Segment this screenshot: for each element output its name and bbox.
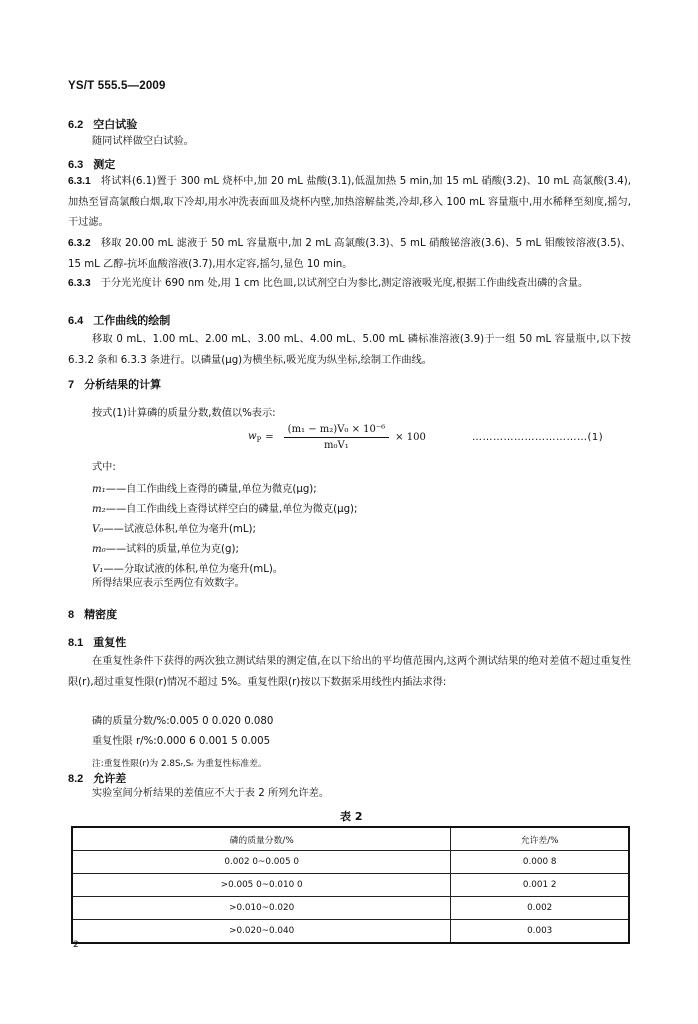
table-cell: 0.002 bbox=[451, 897, 629, 920]
table-cell: 0.000 8 bbox=[451, 851, 629, 874]
table-header-cell: 允许差/% bbox=[451, 827, 629, 851]
section-6-3-heading: 6.3 测定 bbox=[68, 158, 116, 171]
repeatability-limit-row: 重复性限 r/%:0.000 6 0.001 5 0.005 bbox=[92, 736, 271, 747]
table-cell: 0.003 bbox=[451, 920, 629, 944]
repeatability-fraction-row: 磷的质量分数/%:0.005 0 0.020 0.080 bbox=[92, 716, 274, 727]
section-8-1-body: 在重复性条件下获得的两次独立测试结果的测定值,在以下给出的平均值范围内,这两个测试结果的绝对差值不超过重复性限(r),超过重复性限(r)情况不超过 5%。重复性限(r)按以下数据采用线性内插法求得: bbox=[68, 656, 631, 688]
table-row bbox=[72, 851, 629, 874]
variable-m1: m₁——自工作曲线上查得的磷量,单位为微克(μg); bbox=[92, 484, 317, 495]
formula-1: $w_P$ = $\frac{\text{(m₁ − m₂)V₀ × 10⁻⁶}}{\text{m₀V₁}}$ × 100 bbox=[248, 424, 426, 451]
section-8-2-body: 实验室间分析结果的差值应不大于表 2 所列允许差。 bbox=[92, 788, 330, 799]
section-6-4-heading: 6.4 工作曲线的绘制 bbox=[68, 314, 171, 327]
section-6-3-2: 6.3.2 移取 20.00 mL 滤液于 50 mL 容量瓶中,加 2 mL 高氯酸(3.3)、5 mL 硝酸铋溶液(3.6)、5 mL 钼酸铵溶液(3.5)、15 mL 乙醇-抗坏血酸溶液(3.7),用水定容,摇匀,显色 10 min。 bbox=[68, 238, 631, 270]
section-8-1-heading: 8.1 重复性 bbox=[68, 636, 127, 649]
table-row bbox=[72, 874, 629, 897]
repeatability-note: 注:重复性限(r)为 2.8Sᵣ,Sᵣ 为重复性标准差。 bbox=[92, 759, 267, 769]
variable-m0: m₀——试料的质量,单位为克(g); bbox=[92, 544, 239, 555]
section-8-heading: 8 精密度 bbox=[68, 608, 118, 621]
result-note: 所得结果应表示至两位有效数字。 bbox=[92, 578, 245, 589]
formula-number: ……………………………(1) bbox=[472, 432, 604, 443]
table-header-cell: 磷的质量分数/% bbox=[72, 827, 451, 851]
table-cell: 0.001 2 bbox=[451, 874, 629, 897]
table-row bbox=[72, 920, 629, 944]
table-cell: >0.020~0.040 bbox=[72, 920, 451, 944]
table-cell: 0.002 0~0.005 0 bbox=[72, 851, 451, 874]
variable-v1: V₁——分取试液的体积,单位为毫升(mL)。 bbox=[92, 564, 284, 575]
section-7-heading: 7 分析结果的计算 bbox=[68, 378, 162, 391]
table-header-row bbox=[72, 827, 629, 851]
section-6-3-1: 6.3.1 将试料(6.1)置于 300 mL 烧杯中,加 20 mL 盐酸(3.1),低温加热 5 min,加 15 mL 硝酸(3.2)、10 mL 高氯酸(3.4),加热至冒高氯酸白烟,取下冷却,用水冲洗表面皿及烧杯内壁,加热溶解盐类,冷却,移入 100 mL 容量瓶中,用水稀释至刻度,摇匀,干过滤。 bbox=[68, 176, 631, 228]
variable-v0: V₀——试液总体积,单位为毫升(mL); bbox=[92, 524, 256, 535]
formula-denominator: m₀V₁ bbox=[324, 440, 349, 451]
where-label: 式中: bbox=[92, 462, 116, 473]
section-6-4-body: 移取 0 mL、1.00 mL、2.00 mL、3.00 mL、4.00 mL、5.00 mL 磷标准溶液(3.9)于一组 50 mL 容量瓶中,以下按 6.3.2 条和 6.3.3 条进行。以磷量(μg)为横坐标,吸光度为纵坐标,绘制工作曲线。 bbox=[68, 334, 631, 366]
table-2-caption: 表 2 bbox=[340, 810, 363, 823]
table-cell: >0.010~0.020 bbox=[72, 897, 451, 920]
section-6-2-heading: 6.2 空白试验 bbox=[68, 118, 138, 131]
section-6-2-body: 随同试样做空白试验。 bbox=[92, 136, 194, 147]
section-7-intro: 按式(1)计算磷的质量分数,数值以%表示: bbox=[92, 408, 276, 419]
page-number: 2 bbox=[73, 940, 79, 950]
formula-numerator: (m₁ − m₂)V₀ × 10⁻⁶ bbox=[284, 424, 390, 438]
table-2 bbox=[71, 826, 630, 944]
document-id: YS/T 555.5—2009 bbox=[68, 80, 166, 92]
section-6-3-3: 6.3.3 于分光光度计 690 nm 处,用 1 cm 比色皿,以试剂空白为参比,测定溶液吸光度,根据工作曲线查出磷的含量。 bbox=[68, 278, 589, 289]
table-row bbox=[72, 897, 629, 920]
variable-m2: m₂——自工作曲线上查得试样空白的磷量,单位为微克(μg); bbox=[92, 504, 358, 515]
section-8-2-heading: 8.2 允许差 bbox=[68, 772, 127, 785]
table-cell: >0.005 0~0.010 0 bbox=[72, 874, 451, 897]
